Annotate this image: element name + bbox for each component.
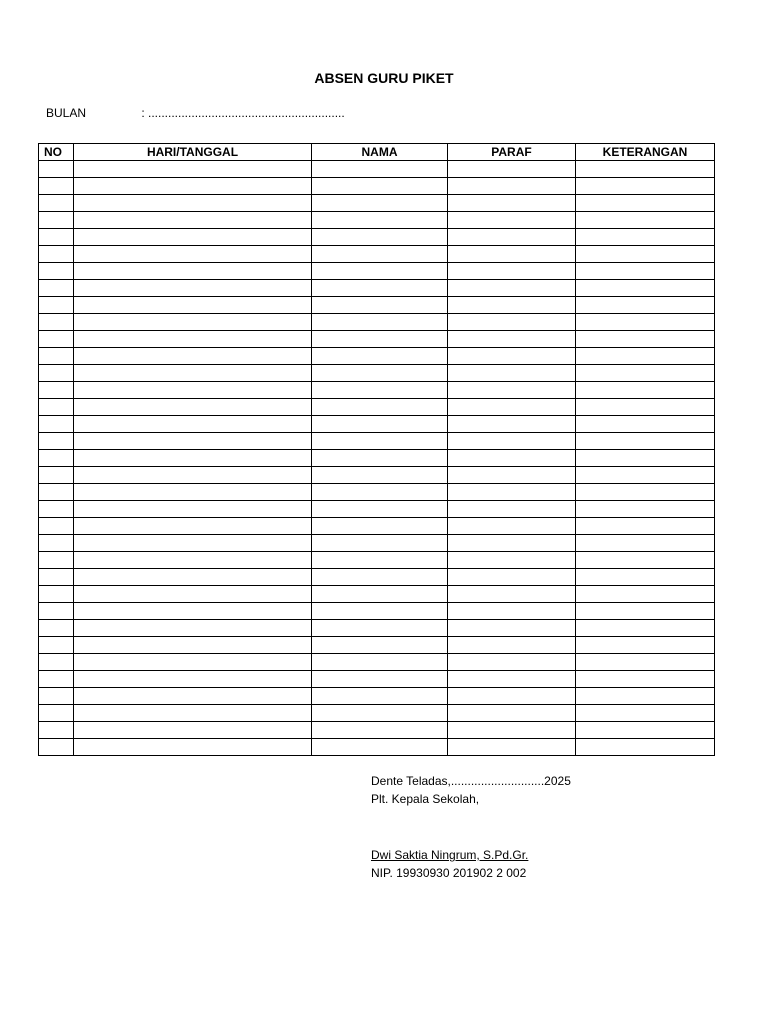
table-cell <box>448 178 576 195</box>
table-cell <box>576 654 715 671</box>
table-cell <box>74 178 312 195</box>
table-cell <box>448 705 576 722</box>
table-cell <box>74 688 312 705</box>
table-cell <box>39 263 74 280</box>
table-cell <box>576 569 715 586</box>
table-row <box>39 297 715 314</box>
table-cell <box>39 603 74 620</box>
table-cell <box>74 535 312 552</box>
signer-position: Plt. Kepala Sekolah, <box>371 792 480 806</box>
table-cell <box>312 518 448 535</box>
table-cell <box>74 399 312 416</box>
table-cell <box>312 467 448 484</box>
table-cell <box>312 620 448 637</box>
table-cell <box>312 654 448 671</box>
table-cell <box>74 603 312 620</box>
table-cell <box>39 365 74 382</box>
table-cell <box>448 603 576 620</box>
table-cell <box>448 297 576 314</box>
table-row <box>39 518 715 535</box>
table-cell <box>39 178 74 195</box>
table-cell <box>312 246 448 263</box>
table-cell <box>448 212 576 229</box>
table-row <box>39 433 715 450</box>
table-row <box>39 467 715 484</box>
table-row <box>39 195 715 212</box>
table-row <box>39 620 715 637</box>
table-cell <box>39 382 74 399</box>
month-value: : ........................................................... <box>141 106 345 120</box>
table-cell <box>448 484 576 501</box>
table-cell <box>312 314 448 331</box>
table-cell <box>39 416 74 433</box>
month-label: BULAN <box>46 106 87 120</box>
table-row <box>39 501 715 518</box>
table-row <box>39 535 715 552</box>
table-cell <box>576 671 715 688</box>
table-cell <box>39 246 74 263</box>
table-cell <box>39 297 74 314</box>
table-cell <box>448 552 576 569</box>
table-cell <box>74 348 312 365</box>
table-row <box>39 280 715 297</box>
table-cell <box>448 535 576 552</box>
table-row <box>39 365 715 382</box>
table-cell <box>576 535 715 552</box>
table-cell <box>576 586 715 603</box>
table-cell <box>312 688 448 705</box>
table-cell <box>39 501 74 518</box>
table-row <box>39 229 715 246</box>
table-cell <box>39 671 74 688</box>
table-cell <box>576 722 715 739</box>
table-cell <box>312 212 448 229</box>
table-cell <box>74 297 312 314</box>
table-row <box>39 246 715 263</box>
table-cell <box>74 671 312 688</box>
table-cell <box>74 637 312 654</box>
table-cell <box>39 739 74 756</box>
document-title: ABSEN GURU PIKET <box>314 70 454 86</box>
table-row <box>39 637 715 654</box>
table-cell <box>312 297 448 314</box>
table-cell <box>39 705 74 722</box>
table-cell <box>576 688 715 705</box>
table-cell <box>312 382 448 399</box>
table-cell <box>448 382 576 399</box>
table-row <box>39 671 715 688</box>
table-cell <box>39 399 74 416</box>
table-cell <box>39 552 74 569</box>
table-cell <box>39 569 74 586</box>
table-cell <box>39 518 74 535</box>
table-cell <box>74 586 312 603</box>
table-row <box>39 688 715 705</box>
table-row <box>39 399 715 416</box>
table-cell <box>39 195 74 212</box>
table-row <box>39 739 715 756</box>
place-date: Dente Teladas,............................2025 <box>371 774 571 788</box>
table-row <box>39 263 715 280</box>
table-row <box>39 484 715 501</box>
table-cell <box>74 552 312 569</box>
table-row <box>39 654 715 671</box>
table-row <box>39 569 715 586</box>
table-cell <box>448 195 576 212</box>
table-cell <box>448 722 576 739</box>
table-cell <box>312 161 448 178</box>
table-cell <box>576 365 715 382</box>
table-cell <box>74 246 312 263</box>
table-cell <box>448 569 576 586</box>
table-cell <box>576 161 715 178</box>
table-cell <box>312 739 448 756</box>
table-cell <box>448 348 576 365</box>
table-cell <box>448 620 576 637</box>
table-cell <box>312 552 448 569</box>
table-cell <box>576 501 715 518</box>
table-cell <box>39 280 74 297</box>
table-cell <box>74 484 312 501</box>
table-body <box>39 161 715 756</box>
table-cell <box>74 416 312 433</box>
table-cell <box>312 671 448 688</box>
table-cell <box>576 195 715 212</box>
table-cell <box>448 365 576 382</box>
table-cell <box>74 501 312 518</box>
table-cell <box>74 450 312 467</box>
table-cell <box>312 195 448 212</box>
table-cell <box>448 416 576 433</box>
table-cell <box>312 603 448 620</box>
table-cell <box>448 467 576 484</box>
table-row <box>39 314 715 331</box>
table-cell <box>39 722 74 739</box>
table-cell <box>39 229 74 246</box>
table-cell <box>576 331 715 348</box>
signer-name: Dwi Saktia Ningrum, S.Pd.Gr. <box>371 848 529 862</box>
table-cell <box>74 161 312 178</box>
table-cell <box>576 382 715 399</box>
table-cell <box>74 195 312 212</box>
table-row <box>39 416 715 433</box>
table-cell <box>39 314 74 331</box>
table-cell <box>74 314 312 331</box>
header-paraf: PARAF <box>448 144 576 161</box>
table-cell <box>74 654 312 671</box>
table-cell <box>576 705 715 722</box>
table-cell <box>39 535 74 552</box>
table-cell <box>312 263 448 280</box>
table-cell <box>576 280 715 297</box>
table-cell <box>312 331 448 348</box>
table-cell <box>448 229 576 246</box>
table-cell <box>576 314 715 331</box>
table-cell <box>39 161 74 178</box>
table-cell <box>74 467 312 484</box>
table-cell <box>576 263 715 280</box>
table-cell <box>39 212 74 229</box>
table-row <box>39 212 715 229</box>
table-cell <box>312 229 448 246</box>
table-cell <box>312 280 448 297</box>
table-cell <box>448 263 576 280</box>
table-header-row <box>39 144 715 161</box>
table-cell <box>39 450 74 467</box>
table-cell <box>74 705 312 722</box>
table-cell <box>74 382 312 399</box>
table-cell <box>448 501 576 518</box>
table-cell <box>312 586 448 603</box>
table-cell <box>576 297 715 314</box>
table-cell <box>312 365 448 382</box>
table-cell <box>312 178 448 195</box>
signature-block <box>371 772 571 882</box>
table-cell <box>74 365 312 382</box>
month-row <box>46 106 345 120</box>
table-cell <box>312 348 448 365</box>
table-cell <box>576 246 715 263</box>
table-cell <box>74 569 312 586</box>
table-cell <box>576 416 715 433</box>
table-cell <box>576 178 715 195</box>
table-cell <box>74 722 312 739</box>
table-cell <box>39 620 74 637</box>
table-cell <box>448 739 576 756</box>
table-cell <box>312 484 448 501</box>
table-cell <box>312 705 448 722</box>
table-cell <box>39 637 74 654</box>
table-cell <box>312 535 448 552</box>
table-cell <box>74 620 312 637</box>
table-cell <box>39 586 74 603</box>
table-cell <box>448 399 576 416</box>
table-cell <box>448 450 576 467</box>
table-row <box>39 603 715 620</box>
table-cell <box>39 331 74 348</box>
header-nama: NAMA <box>312 144 448 161</box>
table-cell <box>312 569 448 586</box>
table-cell <box>448 314 576 331</box>
table-cell <box>74 280 312 297</box>
table-cell <box>576 552 715 569</box>
table-row <box>39 705 715 722</box>
table-cell <box>576 620 715 637</box>
table-cell <box>312 433 448 450</box>
table-cell <box>74 229 312 246</box>
table-cell <box>576 467 715 484</box>
table-cell <box>39 484 74 501</box>
table-cell <box>312 637 448 654</box>
table-cell <box>576 739 715 756</box>
table-cell <box>312 501 448 518</box>
table-cell <box>576 229 715 246</box>
attendance-table <box>38 143 715 756</box>
table-cell <box>74 433 312 450</box>
table-cell <box>448 161 576 178</box>
table-cell <box>448 246 576 263</box>
header-hari-tanggal: HARI/TANGGAL <box>74 144 312 161</box>
table-cell <box>576 637 715 654</box>
table-cell <box>576 484 715 501</box>
table-cell <box>448 671 576 688</box>
table-cell <box>312 722 448 739</box>
table-cell <box>74 212 312 229</box>
table-cell <box>39 348 74 365</box>
table-row <box>39 331 715 348</box>
table-row <box>39 586 715 603</box>
table-cell <box>448 654 576 671</box>
table-row <box>39 348 715 365</box>
table-cell <box>576 518 715 535</box>
table-cell <box>74 263 312 280</box>
table-cell <box>576 450 715 467</box>
table-row <box>39 178 715 195</box>
table-cell <box>576 212 715 229</box>
table-row <box>39 382 715 399</box>
header-keterangan: KETERANGAN <box>576 144 715 161</box>
table-cell <box>448 433 576 450</box>
table-cell <box>39 467 74 484</box>
table-cell <box>576 603 715 620</box>
table-cell <box>448 280 576 297</box>
table-cell <box>576 399 715 416</box>
table-row <box>39 552 715 569</box>
table-cell <box>448 637 576 654</box>
signer-nip: NIP. 19930930 201902 2 002 <box>371 866 527 880</box>
table-row <box>39 450 715 467</box>
table-cell <box>39 688 74 705</box>
table-cell <box>312 399 448 416</box>
table-cell <box>74 331 312 348</box>
table-cell <box>448 331 576 348</box>
table-cell <box>74 518 312 535</box>
header-no: NO <box>39 144 74 161</box>
table-cell <box>448 518 576 535</box>
table-row <box>39 722 715 739</box>
table-cell <box>576 433 715 450</box>
table-cell <box>312 416 448 433</box>
table-cell <box>576 348 715 365</box>
table-cell <box>74 739 312 756</box>
table-cell <box>312 450 448 467</box>
table-row <box>39 161 715 178</box>
table-cell <box>448 586 576 603</box>
table-cell <box>39 654 74 671</box>
table-cell <box>39 433 74 450</box>
table-cell <box>448 688 576 705</box>
